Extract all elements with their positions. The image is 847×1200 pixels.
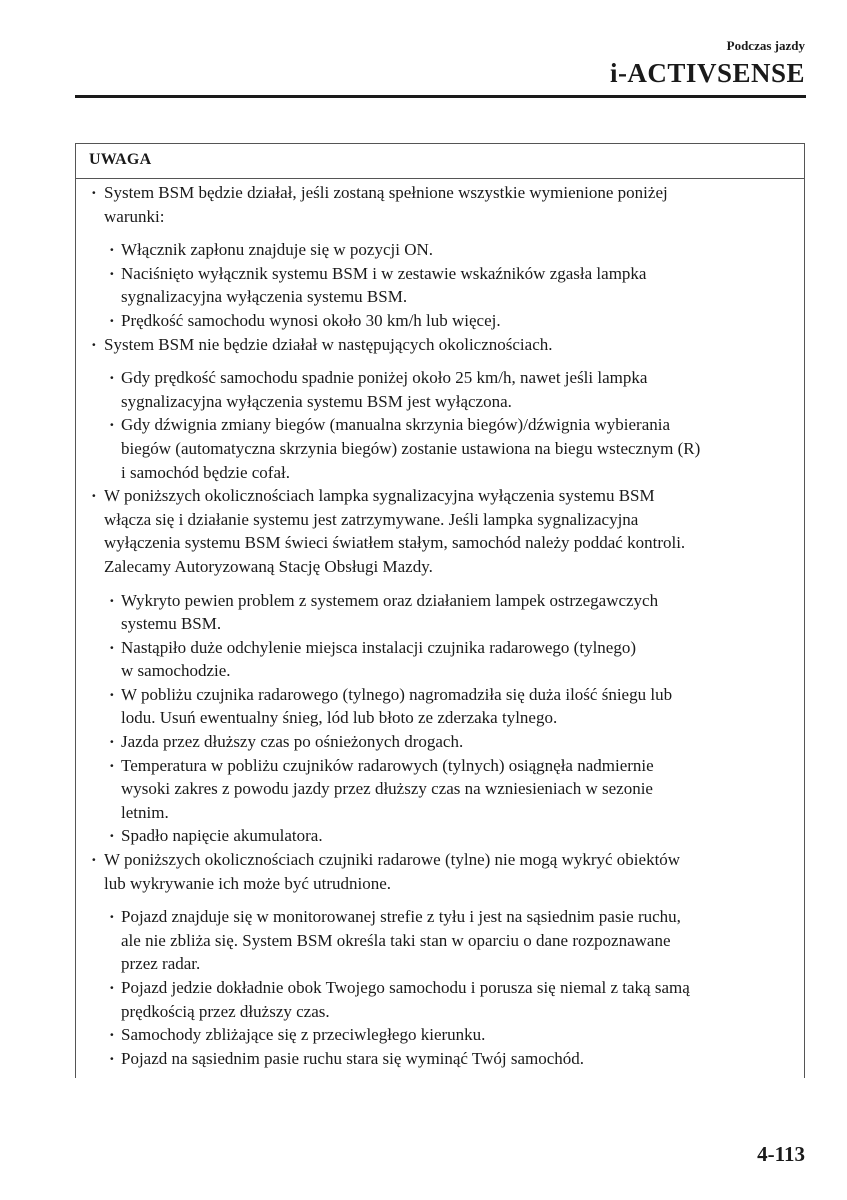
bullet-icon: · <box>91 486 97 506</box>
notice-subitem <box>88 589 790 636</box>
bullet-icon: · <box>109 240 115 260</box>
bullet-icon: · <box>91 183 97 202</box>
notice-subitem <box>88 238 790 262</box>
bullet-icon: · <box>109 978 115 997</box>
page-number: 4-113 <box>757 1142 805 1166</box>
bullet-icon: · <box>109 826 115 846</box>
notice-subitem-line: letnim. <box>121 802 169 822</box>
notice-subitem-line: W pobliżu czujnika radarowego (tylnego) nagromadziła się duża ilość śniegu lub <box>121 684 673 704</box>
notice-item <box>88 181 790 228</box>
bullet-icon: · <box>109 755 115 775</box>
spacer <box>88 228 790 238</box>
bullet-icon: · <box>109 907 115 927</box>
notice-subitem-line: wysoki zakres z powodu jazdy przez dłuższy czas na wzniesieniach w sezonie <box>121 779 653 799</box>
notice-subitem-line: w samochodzie. <box>121 661 231 681</box>
notice-subitem-line: Gdy dźwignia zmiany biegów (manualna skrzynia biegów)/dźwignia wybierania <box>121 415 671 435</box>
notice-subitem <box>88 413 790 484</box>
notice-item-line: włącza się i działanie systemu jest zatrzymywane. Jeśli lampka sygnalizacyjna <box>104 509 639 529</box>
notice-item <box>88 848 790 895</box>
bullet-icon: · <box>109 1048 115 1068</box>
notice-body <box>76 179 804 1070</box>
bullet-icon: · <box>109 732 115 752</box>
notice-subitem <box>88 824 790 848</box>
notice-subitem <box>88 366 790 413</box>
notice-subitem-line: Naciśnięto wyłącznik systemu BSM i w zestawie wskaźników zgasła lampka <box>121 263 647 283</box>
bullet-icon: · <box>109 310 115 330</box>
notice-item <box>88 333 790 357</box>
spacer <box>88 579 790 589</box>
bullet-icon: · <box>109 263 115 283</box>
bullet-icon: · <box>109 590 115 610</box>
notice-subitem-line: Jazda przez dłuższy czas po ośnieżonych drogach. <box>121 732 464 752</box>
bullet-icon: · <box>109 684 115 704</box>
notice-subitem-line: Pojazd na sąsiednim pasie ruchu stara się wyminąć Twój samochód. <box>121 1048 585 1068</box>
notice-subitem-line: Pojazd znajduje się w monitorowanej strefie z tyłu i jest na sąsiednim pasie ruchu, <box>121 907 681 927</box>
page-header <box>610 38 805 89</box>
notice-subitem <box>88 1047 790 1071</box>
notice-heading: UWAGA <box>76 144 804 179</box>
header-rule <box>75 95 806 98</box>
notice-subitem-line: Wykryto pewien problem z systemem oraz działaniem lampek ostrzegawczych <box>121 590 659 610</box>
page-title: i-ACTIVSENSE <box>609 58 805 88</box>
notice-item-line: W poniższych okolicznościach czujniki radarowe (tylne) nie mogą wykryć obiektów <box>104 850 681 870</box>
bullet-icon: · <box>109 368 115 388</box>
notice-subitem-line: Spadło napięcie akumulatora. <box>121 826 323 846</box>
notice-subitem-line: przez radar. <box>121 954 201 974</box>
spacer <box>88 356 790 366</box>
notice-item-line: lub wykrywanie ich może być utrudnione. <box>104 873 392 893</box>
notice-subitem-line: ale nie zbliża się. System BSM określa taki stan w oparciu o dane rozpoznawane <box>121 930 671 950</box>
notice-subitem-line: Pojazd jedzie dokładnie obok Twojego samochodu i porusza się niemal z taką samą <box>121 978 690 997</box>
notice-subitem-line: Prędkość samochodu wynosi około 30 km/h lub więcej. <box>121 310 501 330</box>
notice-subitem <box>88 309 790 333</box>
bullet-icon: · <box>109 1025 115 1045</box>
notice-subitem-line: sygnalizacyjna wyłączenia systemu BSM jest wyłączona. <box>121 391 512 411</box>
notice-subitem-line: biegów (automatyczna skrzynia biegów) zostanie ustawiona na biegu wstecznym (R) <box>121 438 701 458</box>
notice-subitem-line: i samochód będzie cofał. <box>121 462 290 482</box>
notice-subitem-line: sygnalizacyjna wyłączenia systemu BSM. <box>121 287 408 307</box>
notice-item-line: wyłączenia systemu BSM świeci światłem stałym, samochód należy poddać kontroli. <box>104 533 686 553</box>
notice-item-line: System BSM nie będzie działał w następujących okolicznościach. <box>104 334 553 354</box>
notice-subitem <box>88 754 790 825</box>
bullet-icon: · <box>91 334 97 354</box>
notice-item-line: Zalecamy Autoryzowaną Stację Obsługi Mazdy. <box>104 556 433 576</box>
notice-subitem-line: prędkością przez dłuższy czas. <box>121 1001 330 1021</box>
notice-subitem <box>88 683 790 730</box>
notice-subitem-line: Temperatura w pobliżu czujników radarowych (tylnych) osiągnęła nadmiernie <box>121 755 654 775</box>
notice-item-line: W poniższych okolicznościach lampka sygnalizacyjna wyłączenia systemu BSM <box>104 486 655 506</box>
spacer <box>88 895 790 905</box>
notice-subitem <box>88 1023 790 1047</box>
notice-item-line: warunki: <box>104 206 165 226</box>
notice-subitem <box>88 262 790 309</box>
notice-item <box>88 484 790 578</box>
bullet-icon: · <box>109 637 115 657</box>
notice-box <box>75 143 805 1078</box>
bullet-icon: · <box>91 850 97 870</box>
section-label: Podczas jazdy <box>726 38 805 53</box>
notice-subitem <box>88 905 790 976</box>
notice-subitem-line: Samochody zbliżające się z przeciwległego kierunku. <box>121 1025 486 1045</box>
notice-subitem-line: Włącznik zapłonu znajduje się w pozycji ON. <box>121 240 434 260</box>
notice-subitem <box>88 730 790 754</box>
notice-subitem-line: lodu. Usuń ewentualny śnieg, lód lub błoto ze zderzaka tylnego. <box>121 708 558 728</box>
notice-subitem-line: Nastąpiło duże odchylenie miejsca instalacji czujnika radarowego (tylnego) <box>121 637 636 657</box>
notice-item-line: System BSM będzie działał, jeśli zostaną spełnione wszystkie wymienione poniżej <box>104 183 668 202</box>
notice-subitem <box>88 636 790 683</box>
notice-subitem <box>88 976 790 1023</box>
notice-subitem-line: systemu BSM. <box>121 614 222 634</box>
bullet-icon: · <box>109 415 115 435</box>
notice-subitem-line: Gdy prędkość samochodu spadnie poniżej około 25 km/h, nawet jeśli lampka <box>121 368 648 388</box>
